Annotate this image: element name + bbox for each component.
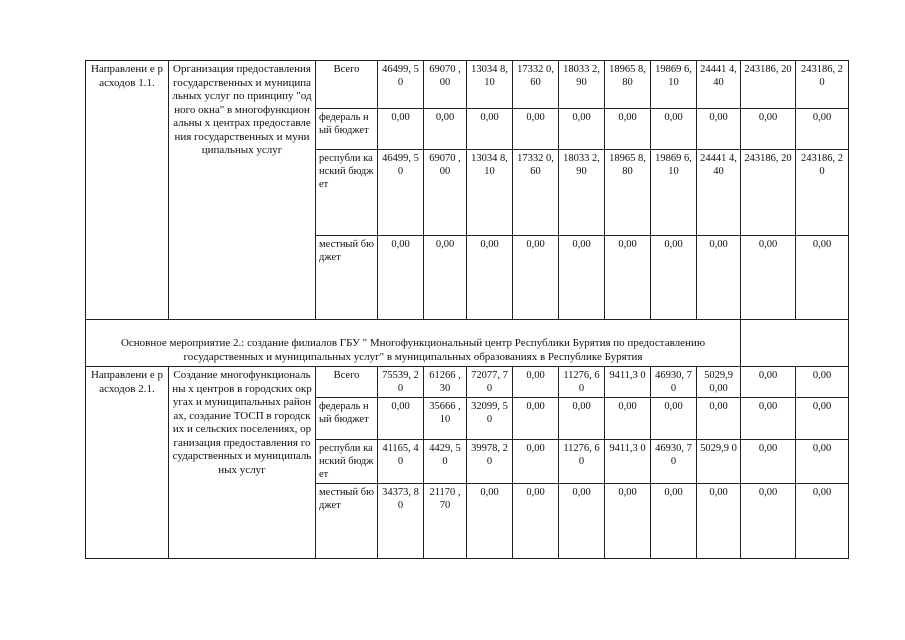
measure-title: Организация предоставления государственных и муниципальных услуг по принципу "одного окна" в многофункциональны х центрах предоставления государственных и муниципальных услуг bbox=[169, 61, 316, 320]
value-cell: 0,00 bbox=[796, 484, 849, 559]
value-cell: 0,00 bbox=[513, 236, 559, 320]
value-cell: 243186, 20 bbox=[796, 61, 849, 109]
funding-source: Всего bbox=[316, 61, 378, 109]
value-cell: 0,00 bbox=[796, 398, 849, 440]
value-cell: 17332 0,60 bbox=[513, 150, 559, 236]
value-cell: 46499, 50 bbox=[378, 150, 424, 236]
value-cell: 39978, 20 bbox=[467, 440, 513, 484]
value-cell: 41165, 40 bbox=[378, 440, 424, 484]
empty-cell bbox=[741, 320, 849, 367]
value-cell: 0,00 bbox=[559, 236, 605, 320]
value-cell: 0,00 bbox=[513, 398, 559, 440]
value-cell: 0,00 bbox=[605, 398, 651, 440]
value-cell: 0,00 bbox=[378, 398, 424, 440]
value-cell: 13034 8,10 bbox=[467, 61, 513, 109]
funding-source: республи канский бюджет bbox=[316, 440, 378, 484]
value-cell: 24441 4,40 bbox=[697, 61, 741, 109]
funding-source: республи канский бюджет bbox=[316, 150, 378, 236]
table-row bbox=[86, 61, 849, 109]
funding-source: федераль ный бюджет bbox=[316, 398, 378, 440]
direction-label: Направлени е расходов 1.1. bbox=[86, 61, 169, 320]
value-cell: 18965 8,80 bbox=[605, 61, 651, 109]
value-cell: 9411,3 0 bbox=[605, 440, 651, 484]
value-cell: 0,00 bbox=[741, 367, 796, 398]
value-cell: 75539, 20 bbox=[378, 367, 424, 398]
funding-source: федераль ный бюджет bbox=[316, 109, 378, 150]
value-cell: 46930, 70 bbox=[651, 367, 697, 398]
value-cell: 0,00 bbox=[513, 109, 559, 150]
value-cell: 5029,9 0,00 bbox=[697, 367, 741, 398]
value-cell: 0,00 bbox=[378, 236, 424, 320]
value-cell: 0,00 bbox=[513, 440, 559, 484]
value-cell: 0,00 bbox=[651, 109, 697, 150]
value-cell: 0,00 bbox=[796, 440, 849, 484]
value-cell: 0,00 bbox=[605, 236, 651, 320]
value-cell: 0,00 bbox=[467, 236, 513, 320]
value-cell: 11276, 60 bbox=[559, 367, 605, 398]
value-cell: 18033 2,90 bbox=[559, 150, 605, 236]
value-cell: 0,00 bbox=[378, 109, 424, 150]
value-cell: 46499, 50 bbox=[378, 61, 424, 109]
value-cell: 0,00 bbox=[741, 109, 796, 150]
value-cell: 35666 ,10 bbox=[424, 398, 467, 440]
value-cell: 0,00 bbox=[424, 109, 467, 150]
value-cell: 0,00 bbox=[741, 398, 796, 440]
value-cell: 69070 ,00 bbox=[424, 61, 467, 109]
direction-label: Направлени е расходов 2.1. bbox=[86, 367, 169, 559]
value-cell: 4429, 50 bbox=[424, 440, 467, 484]
funding-source: Всего bbox=[316, 367, 378, 398]
value-cell: 0,00 bbox=[697, 236, 741, 320]
value-cell: 32099, 50 bbox=[467, 398, 513, 440]
value-cell: 13034 8,10 bbox=[467, 150, 513, 236]
value-cell: 0,00 bbox=[651, 236, 697, 320]
value-cell: 0,00 bbox=[741, 440, 796, 484]
value-cell: 34373, 80 bbox=[378, 484, 424, 559]
value-cell: 0,00 bbox=[605, 484, 651, 559]
value-cell: 0,00 bbox=[651, 398, 697, 440]
value-cell: 0,00 bbox=[697, 109, 741, 150]
value-cell: 46930, 70 bbox=[651, 440, 697, 484]
funding-source: местный бюджет bbox=[316, 236, 378, 320]
value-cell: 0,00 bbox=[559, 484, 605, 559]
value-cell: 0,00 bbox=[796, 367, 849, 398]
value-cell: 18033 2,90 bbox=[559, 61, 605, 109]
value-cell: 18965 8,80 bbox=[605, 150, 651, 236]
funding-source: местный бюджет bbox=[316, 484, 378, 559]
value-cell: 19869 6,10 bbox=[651, 150, 697, 236]
value-cell: 0,00 bbox=[796, 109, 849, 150]
value-cell: 0,00 bbox=[513, 367, 559, 398]
table-row bbox=[86, 320, 849, 367]
value-cell: 0,00 bbox=[605, 109, 651, 150]
value-cell: 61266 ,30 bbox=[424, 367, 467, 398]
value-cell: 0,00 bbox=[651, 484, 697, 559]
table-row bbox=[86, 367, 849, 398]
value-cell: 0,00 bbox=[467, 484, 513, 559]
value-cell: 0,00 bbox=[697, 484, 741, 559]
budget-table bbox=[85, 60, 849, 559]
value-cell: 5029,9 0 bbox=[697, 440, 741, 484]
value-cell: 0,00 bbox=[741, 236, 796, 320]
value-cell: 21170 ,70 bbox=[424, 484, 467, 559]
value-cell: 11276, 60 bbox=[559, 440, 605, 484]
value-cell: 19869 6,10 bbox=[651, 61, 697, 109]
value-cell: 243186, 20 bbox=[741, 150, 796, 236]
value-cell: 243186, 20 bbox=[796, 150, 849, 236]
value-cell: 72077, 70 bbox=[467, 367, 513, 398]
value-cell: 0,00 bbox=[796, 236, 849, 320]
value-cell: 69070 ,00 bbox=[424, 150, 467, 236]
measure-title: Создание многофункциональны х центров в городских округах и муниципальных районах, создание ТОСП в городских и сельских поселениях, организация предоставления государственных и муниципальных услуг bbox=[169, 367, 316, 559]
value-cell: 0,00 bbox=[741, 484, 796, 559]
value-cell: 17332 0,60 bbox=[513, 61, 559, 109]
value-cell: 0,00 bbox=[467, 109, 513, 150]
value-cell: 0,00 bbox=[424, 236, 467, 320]
value-cell: 0,00 bbox=[697, 398, 741, 440]
value-cell: 24441 4,40 bbox=[697, 150, 741, 236]
main-event-heading: Основное мероприятие 2.: создание филиалов ГБУ " Многофункциональный центр Республики Бурятия по предоставлению государственных и муниципальных услуг" в муниципальных образованиях в Республике Бурятия bbox=[86, 320, 741, 367]
value-cell: 0,00 bbox=[559, 109, 605, 150]
value-cell: 9411,3 0 bbox=[605, 367, 651, 398]
value-cell: 0,00 bbox=[513, 484, 559, 559]
value-cell: 243186, 20 bbox=[741, 61, 796, 109]
value-cell: 0,00 bbox=[559, 398, 605, 440]
